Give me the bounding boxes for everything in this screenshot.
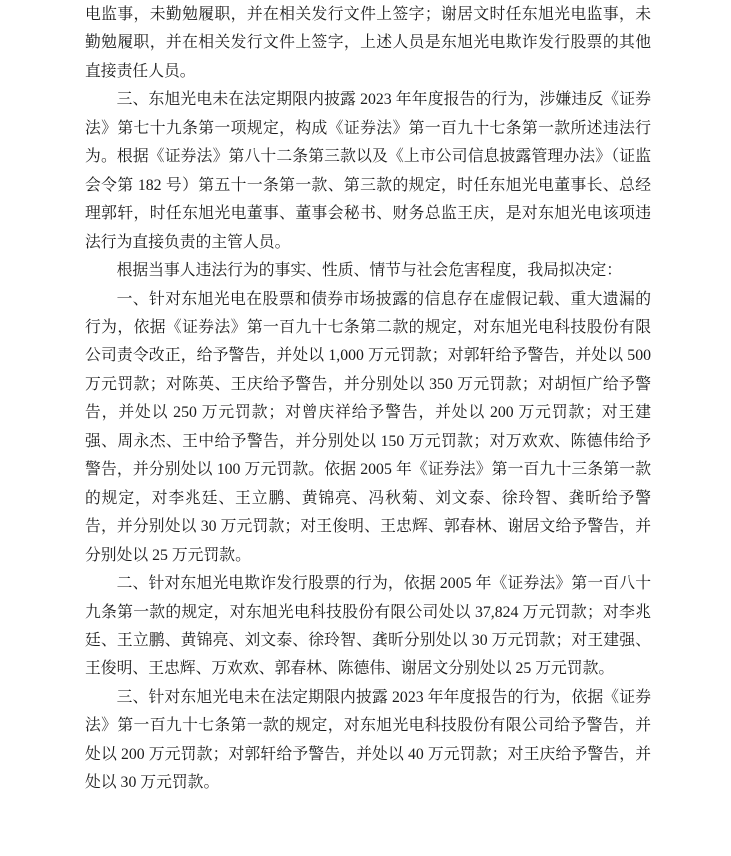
paragraph-decision-intro: 根据当事人违法行为的事实、性质、情节与社会危害程度，我局拟决定： (116, 262, 623, 280)
paragraph-annual-report-violation: 三、东旭光电未在法定期限内披露 2023 年年度报告的行为，涉嫌违反《证券法》第七十九条第一项规定，构成《证券法》第一百九十七条第一款所述违法行为。根据《证券法》第八十二条第三款以及《上市公司信息披露管理办法》（证监会令第 182 号）第五十一条第一款、第三款的规定，时任东旭光电董事长、总经理郭轩，时任东旭光电董事、董事会秘书、财务总监王庆，是对东旭光电该项违法行为直接负责的主管人员。 (85, 91, 651, 251)
paragraph-penalty-item-2-fraudulent-issuance: 二、针对东旭光电欺诈发行股票的行为，依据 2005 年《证券法》第一百八十九条第一款的规定，对东旭光电科技股份有限公司处以 37,824 万元罚款；对李兆廷、王立鹏、黄锦亮、刘文泰、徐玲智、龚昕分别处以 30 万元罚款；对王建强、王俊明、王忠辉、万欢欢、郭春林、陈德伟、谢居文分别处以 25 万元罚款。 (85, 575, 651, 678)
paragraph-penalty-item-1-false-disclosure: 一、针对东旭光电在股票和债券市场披露的信息存在虚假记载、重大遗漏的行为，依据《证券法》第一百九十七条第二款的规定，对东旭光电科技股份有限公司责令改正，给予警告，并处以 1,000 万元罚款；对郭轩给予警告，并处以 500 万元罚款；对陈英、王庆给予警告，并分别处以 350 万元罚款；对胡恒广给予警告，并处以 250 万元罚款；对曾庆祥给予警告，并处以 200 万元罚款；对王建强、周永杰、王中给予警告，并分别处以 150 万元罚款；对万欢欢、陈德伟给予警告，并分别处以 100 万元罚款。依据 2005 年《证券法》第一百九十三条第一款的规定，对李兆廷、王立鹏、黄锦亮、冯秋菊、刘文泰、徐玲智、龚昕给予警告，并分别处以 30 万元罚款；对王俊明、王忠辉、郭春林、谢居文给予警告，并分别处以 25 万元罚款。 (85, 290, 651, 564)
paragraph-penalty-item-3-late-disclosure: 三、针对东旭光电未在法定期限内披露 2023 年年度报告的行为，依据《证券法》第一百九十七条第一款的规定，对东旭光电科技股份有限公司给予警告，并处以 200 万元罚款；对郭轩给予警告，并处以 40 万元罚款；对王庆给予警告，并处以 30 万元罚款。 (85, 688, 651, 792)
paragraph-continuation-other-liable-persons: 电监事，未勤勉履职，并在相关发行文件上签字；谢居文时任东旭光电监事，未勤勉履职，并在相关发行文件上签字，上述人员是东旭光电欺诈发行股票的其他直接责任人员。 (85, 6, 651, 80)
